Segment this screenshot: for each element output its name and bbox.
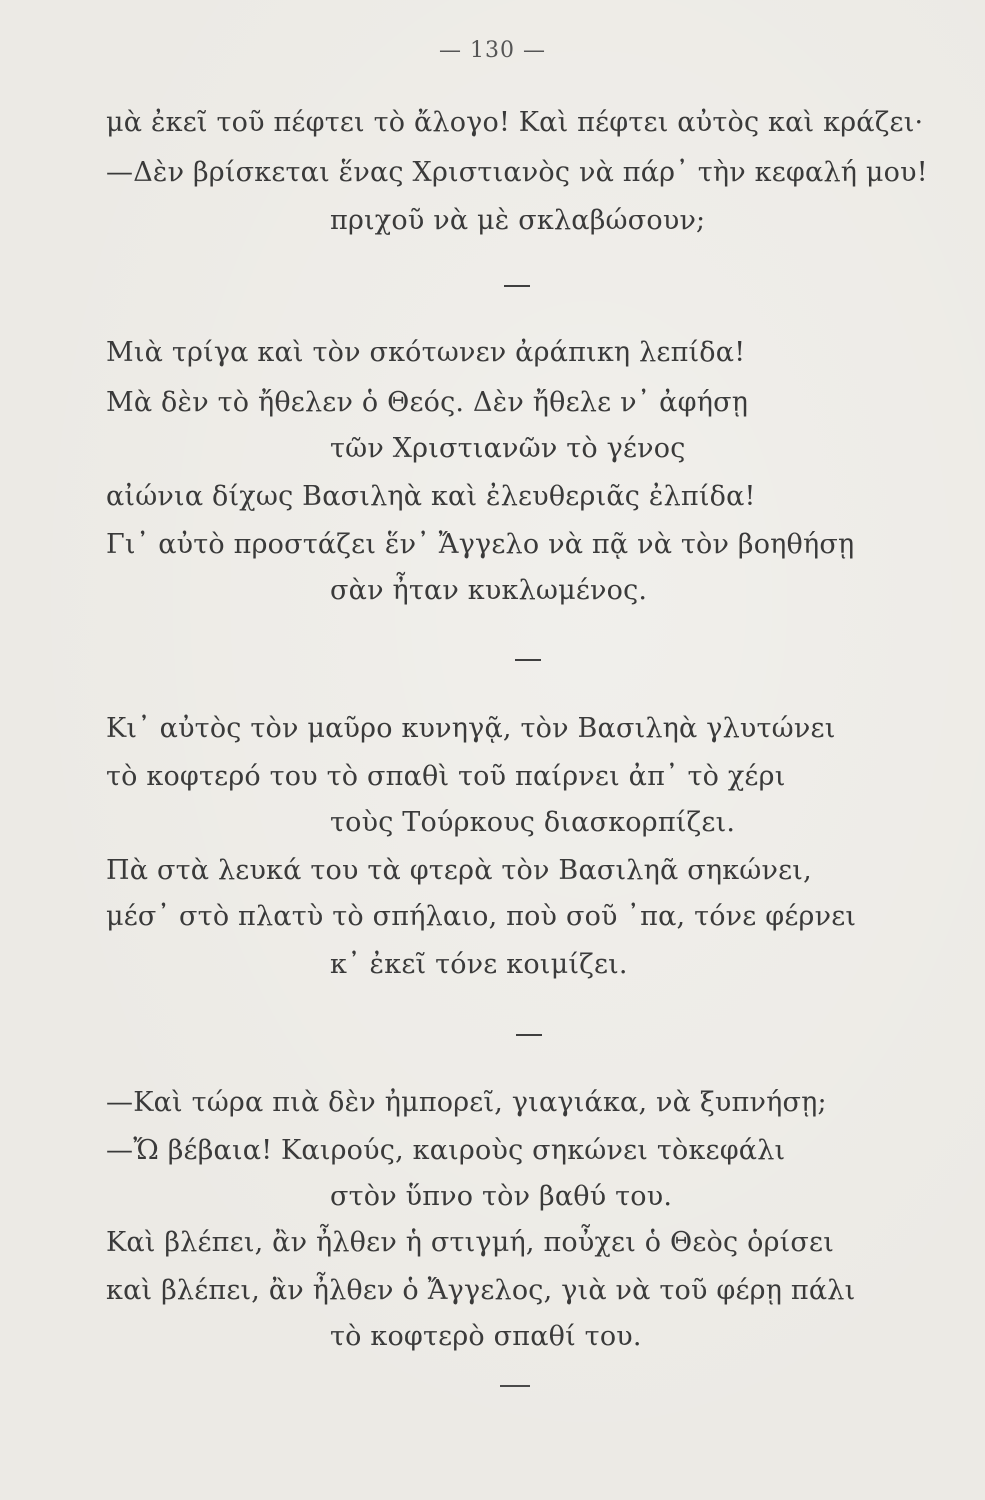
verse-line: Γι᾽ αὐτὸ προστάζει ἕν᾽ Ἄγγελο νὰ πᾷ νὰ τὸν βοηθήσῃ (106, 529, 855, 560)
verse-line: Μὰ δὲν τὸ ἤθελεν ὁ Θεός. Δὲν ἤθελε ν᾽ ἀφήσῃ (106, 387, 749, 418)
verse-line: τὸ κοφτερό του τὸ σπαθὶ τοῦ παίρνει ἀπ᾽ τὸ χέρι (106, 761, 786, 792)
verse-line: Καὶ βλέπει, ἂν ἦλθεν ἡ στιγμή, ποὖχει ὁ Θεὸς ὁρίσει (106, 1227, 835, 1258)
verse-line: τὸ κοφτερὸ σπαθί του. (330, 1321, 642, 1352)
verse-line: τῶν Χριστιανῶν τὸ γένος (330, 433, 686, 464)
verse-line: Μιὰ τρίγα καὶ τὸν σκότωνεν ἀράπικη λεπίδα! (106, 337, 746, 368)
verse-line: αἰώνια δίχως Βασιληὰ καὶ ἐλευθεριᾶς ἐλπίδα! (106, 481, 756, 512)
page-number: — 130 — (439, 38, 546, 63)
verse-line: —Δὲν βρίσκεται ἕνας Χριστιανὸς νὰ πάρ᾽ τὴν κεφαλή μου! (106, 157, 928, 188)
verse-line: σὰν ἦταν κυκλωμένος. (330, 575, 648, 606)
verse-line: —Ὤ βέβαια! Καιρούς, καιροὺς σηκώνει τὸκεφάλι (106, 1135, 786, 1166)
verse-line: κ᾽ ἐκεῖ τόνε κοιμίζει. (330, 949, 628, 980)
stanza-separator (516, 1034, 542, 1036)
verse-line: μέσ᾽ στὸ πλατὺ τὸ σπήλαιο, ποὺ σοῦ ᾽πα, τόνε φέρνει (106, 901, 857, 932)
verse-line: Πὰ στὰ λευκά του τὰ φτερὰ τὸν Βασιληᾶ σηκώνει, (106, 855, 812, 886)
verse-line: —Καὶ τώρα πιὰ δὲν ἠμπορεῖ, γιαγιάκα, νὰ ξυπνήσῃ; (106, 1087, 827, 1118)
end-separator (500, 1385, 530, 1387)
verse-line: μὰ ἐκεῖ τοῦ πέφτει τὸ ἄλογο! Καὶ πέφτει αὐτὸς καὶ κράζει· (106, 107, 924, 138)
verse-line: στὸν ὕπνο τὸν βαθύ του. (330, 1181, 673, 1212)
verse-line: καὶ βλέπει, ἂν ἦλθεν ὁ Ἄγγελος, γιὰ νὰ τοῦ φέρῃ πάλι (106, 1275, 856, 1306)
stanza-separator (515, 659, 541, 661)
stanza-separator (504, 285, 530, 287)
verse-line: πριχοῦ νὰ μὲ σκλαβώσουν; (330, 205, 706, 236)
verse-line: Κι᾽ αὐτὸς τὸν μαῦρο κυνηγᾷ, τὸν Βασιληὰ γλυτώνει (106, 713, 836, 744)
verse-line: τοὺς Τούρκους διασκορπίζει. (330, 807, 736, 838)
